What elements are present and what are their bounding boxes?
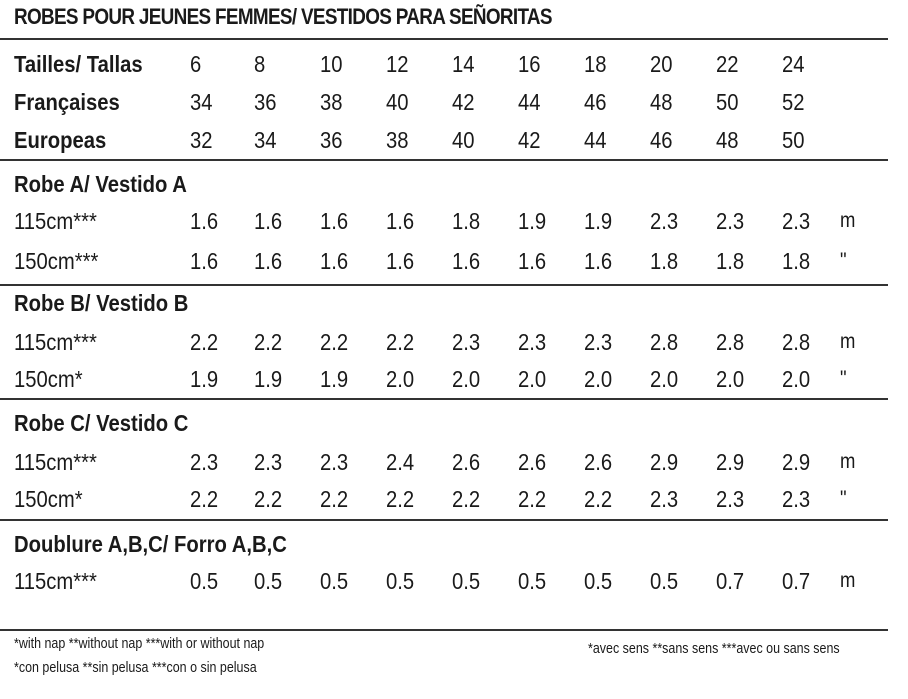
yardage-value: 2.0 — [386, 366, 415, 392]
yardage-value: 2.8 — [782, 329, 811, 355]
size-value: 50 — [716, 89, 739, 115]
yardage-value: 2.2 — [452, 486, 481, 512]
size-value: 44 — [584, 127, 607, 153]
size-value: 20 — [650, 51, 673, 77]
yardage-value: 0.5 — [190, 568, 219, 594]
fabric-width-label: 150cm* — [14, 366, 83, 392]
yardage-value: 0.5 — [386, 568, 415, 594]
size-value: 32 — [190, 127, 213, 153]
fabric-width-label: 150cm* — [14, 486, 83, 512]
section-heading — [0, 285, 908, 321]
fabric-width-label: 115cm*** — [14, 449, 97, 475]
section-heading-label: Robe C/ Vestido C — [14, 410, 189, 436]
yardage-value: 1.6 — [190, 208, 219, 234]
yardage-value: 2.2 — [190, 486, 219, 512]
yardage-value: 1.6 — [190, 248, 219, 274]
yardage-value: 2.3 — [320, 449, 349, 475]
size-value: 46 — [584, 89, 607, 115]
yardage-value: 2.2 — [518, 486, 547, 512]
size-value: 46 — [650, 127, 673, 153]
unit-label: m — [840, 330, 856, 353]
footnote-french: *avec sens **sans sens ***avec ou sans sens — [588, 641, 840, 657]
yardage-value: 1.6 — [320, 208, 349, 234]
yardage-value: 2.0 — [650, 366, 679, 392]
yardage-value: 1.6 — [452, 248, 481, 274]
yardage-value: 1.6 — [518, 248, 547, 274]
section-divider — [0, 159, 888, 161]
size-value: 22 — [716, 51, 739, 77]
size-value: 50 — [782, 127, 805, 153]
yardage-value: 1.8 — [650, 248, 679, 274]
yardage-value: 1.9 — [584, 208, 613, 234]
yardage-value: 2.3 — [716, 208, 745, 234]
yardage-value: 0.7 — [716, 568, 745, 594]
section-heading-label: Robe A/ Vestido A — [14, 171, 187, 197]
yardage-value: 2.2 — [386, 486, 415, 512]
section-heading — [0, 405, 908, 441]
section-heading-label: Robe B/ Vestido B — [14, 290, 189, 316]
yardage-value: 2.0 — [782, 366, 811, 392]
section-heading — [0, 526, 908, 562]
yardage-value: 2.0 — [518, 366, 547, 392]
footer-rule — [0, 629, 888, 631]
size-row-label: Europeas — [14, 127, 107, 153]
yardage-value: 1.8 — [452, 208, 481, 234]
size-value: 12 — [386, 51, 409, 77]
size-value: 34 — [190, 89, 213, 115]
unit-label: m — [840, 209, 856, 232]
yardage-value: 2.3 — [452, 329, 481, 355]
size-value: 38 — [320, 89, 343, 115]
size-value: 42 — [452, 89, 475, 115]
fabric-width-label: 150cm*** — [14, 248, 99, 274]
yardage-value: 2.2 — [254, 486, 283, 512]
yardage-value: 2.0 — [716, 366, 745, 392]
size-value: 52 — [782, 89, 805, 115]
size-value: 10 — [320, 51, 343, 77]
yardage-value: 1.8 — [716, 248, 745, 274]
size-value: 48 — [650, 89, 673, 115]
yardage-value: 1.6 — [386, 208, 415, 234]
size-value: 42 — [518, 127, 541, 153]
table-row — [0, 324, 908, 360]
yardage-value: 0.5 — [584, 568, 613, 594]
size-row-label: Françaises — [14, 89, 120, 115]
yardage-value: 2.8 — [716, 329, 745, 355]
yardage-value: 2.4 — [386, 449, 415, 475]
footnote-spanish: *con pelusa **sin pelusa ***con o sin pelusa — [14, 660, 257, 676]
yardage-value: 2.9 — [782, 449, 811, 475]
yardage-value: 2.8 — [650, 329, 679, 355]
yardage-value: 1.6 — [584, 248, 613, 274]
size-value: 14 — [452, 51, 475, 77]
section-heading — [0, 166, 908, 202]
yardage-value: 2.3 — [716, 486, 745, 512]
yardage-value: 2.2 — [584, 486, 613, 512]
unit-label: " — [840, 249, 847, 272]
yardage-value: 2.3 — [650, 208, 679, 234]
yardage-value: 2.9 — [716, 449, 745, 475]
yardage-value: 2.6 — [452, 449, 481, 475]
yardage-value: 2.3 — [782, 486, 811, 512]
fabric-width-label: 115cm*** — [14, 329, 97, 355]
table-row — [0, 203, 908, 239]
yardage-value: 1.8 — [782, 248, 811, 274]
fabric-width-label: 115cm*** — [14, 568, 97, 594]
top-rule — [0, 38, 888, 40]
unit-label: m — [840, 569, 856, 592]
yardage-value: 2.3 — [584, 329, 613, 355]
yardage-value: 0.5 — [254, 568, 283, 594]
fabric-width-label: 115cm*** — [14, 208, 97, 234]
size-row — [0, 46, 908, 82]
yardage-value: 2.3 — [254, 449, 283, 475]
table-row — [0, 243, 908, 279]
yardage-value: 1.9 — [320, 366, 349, 392]
size-value: 8 — [254, 51, 266, 77]
unit-label: " — [840, 487, 847, 510]
size-value: 48 — [716, 127, 739, 153]
yardage-value: 2.6 — [584, 449, 613, 475]
yardage-value: 0.5 — [518, 568, 547, 594]
yardage-value: 2.9 — [650, 449, 679, 475]
yardage-value: 1.6 — [254, 208, 283, 234]
size-row — [0, 84, 908, 120]
yardage-value: 0.7 — [782, 568, 811, 594]
size-value: 36 — [320, 127, 343, 153]
size-value: 40 — [386, 89, 409, 115]
table-row — [0, 481, 908, 517]
yardage-value: 2.3 — [518, 329, 547, 355]
size-value: 24 — [782, 51, 805, 77]
size-value: 36 — [254, 89, 277, 115]
yardage-value: 1.6 — [254, 248, 283, 274]
yardage-value: 1.9 — [254, 366, 283, 392]
size-row — [0, 122, 908, 158]
size-value: 34 — [254, 127, 277, 153]
table-row — [0, 444, 908, 480]
yardage-value: 2.3 — [650, 486, 679, 512]
yardage-value: 2.3 — [782, 208, 811, 234]
section-divider — [0, 398, 888, 400]
yardage-value: 1.9 — [190, 366, 219, 392]
yardage-value: 1.6 — [320, 248, 349, 274]
yardage-value: 1.9 — [518, 208, 547, 234]
size-value: 38 — [386, 127, 409, 153]
yardage-value: 0.5 — [320, 568, 349, 594]
yardage-value: 2.3 — [190, 449, 219, 475]
yardage-value: 2.2 — [320, 329, 349, 355]
table-row — [0, 563, 908, 599]
size-row-label: Tailles/ Tallas — [14, 51, 143, 77]
size-value: 16 — [518, 51, 541, 77]
yardage-value: 2.2 — [190, 329, 219, 355]
yardage-value: 2.2 — [254, 329, 283, 355]
section-heading-label: Doublure A,B,C/ Forro A,B,C — [14, 531, 287, 557]
size-value: 6 — [190, 51, 202, 77]
yardage-value: 2.6 — [518, 449, 547, 475]
section-divider — [0, 519, 888, 521]
yardage-value: 2.0 — [452, 366, 481, 392]
size-value: 44 — [518, 89, 541, 115]
yardage-value: 0.5 — [650, 568, 679, 594]
footnote-english: *with nap **without nap ***with or without nap — [14, 636, 265, 652]
yardage-value: 2.2 — [320, 486, 349, 512]
yardage-value: 2.2 — [386, 329, 415, 355]
yardage-value: 0.5 — [452, 568, 481, 594]
table-row — [0, 361, 908, 397]
unit-label: " — [840, 367, 847, 390]
chart-title: ROBES POUR JEUNES FEMMES/ VESTIDOS PARA SEÑORITAS — [14, 4, 552, 29]
size-value: 40 — [452, 127, 475, 153]
yardage-value: 1.6 — [386, 248, 415, 274]
size-value: 18 — [584, 51, 607, 77]
unit-label: m — [840, 450, 856, 473]
yardage-value: 2.0 — [584, 366, 613, 392]
